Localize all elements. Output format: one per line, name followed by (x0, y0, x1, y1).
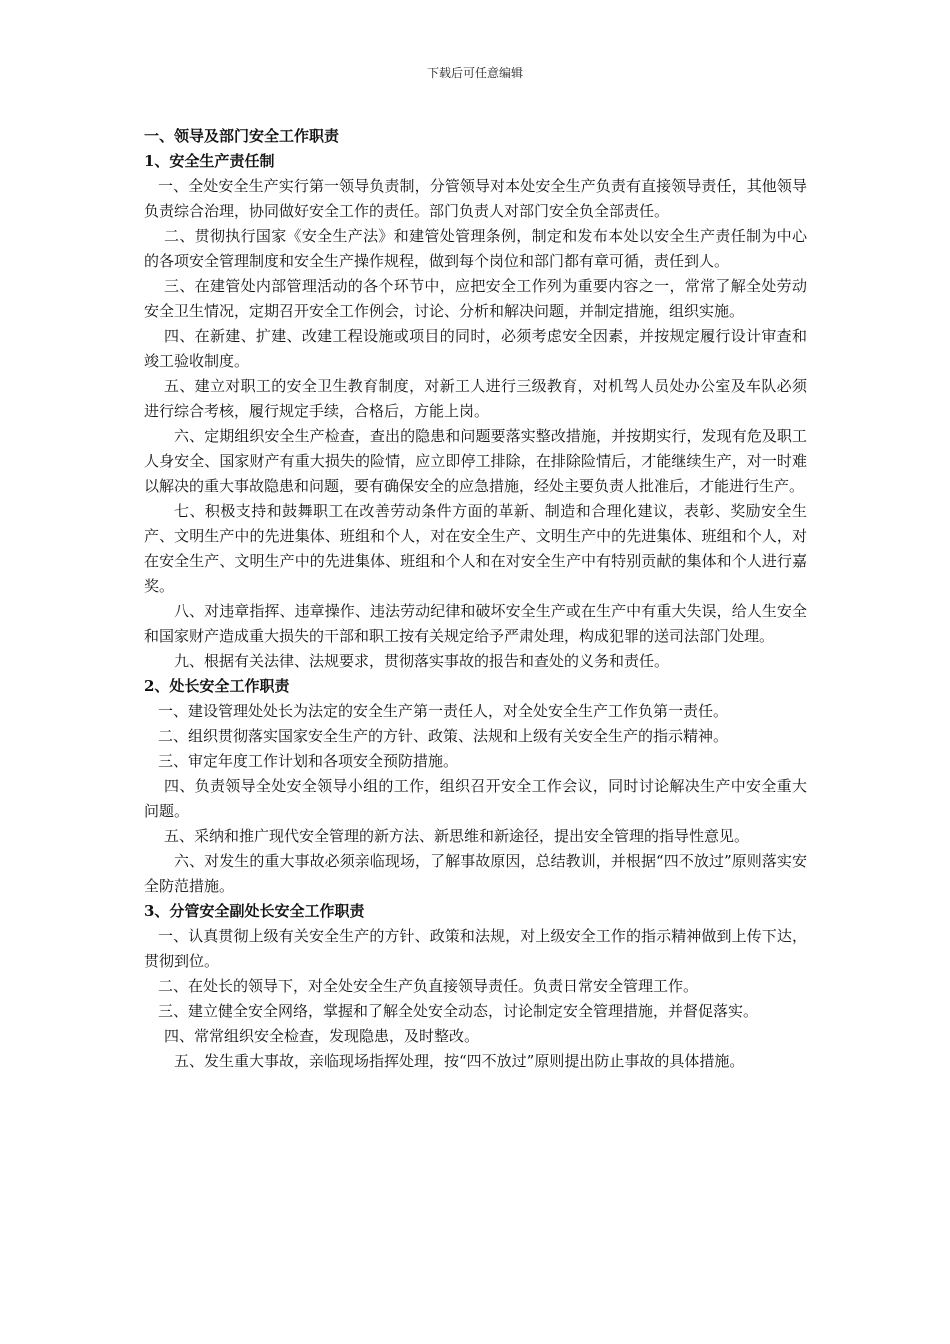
paragraph: 四、常常组织安全检查，发现隐患，及时整改。 (164, 1027, 480, 1045)
paragraph: 六、定期组织安全生产检查，查出的隐患和问题要落实整改措施，并按期实行，发现有危及职工人身安全、国家财产有重大损失的险情，应立即停工排除，在排除险情后，才能继续生产，对一时难以解决的重大事故隐患和问题，要有确保安全的应急措施，经处主要负责人批准后，才能进行生产。 (144, 427, 807, 495)
paragraph: 七、积极支持和鼓舞职工在改善劳动条件方面的革新、制造和合理化建议，表彰、奖励安全生产、文明生产中的先进集体、班组和个人，对在安全生产、文明生产中的先进集体、班组和个人，对在安全生产、文明生产中的先进集体、班组和个人和在对安全生产中有特别贡献的集体和个人进行嘉奖。 (144, 502, 807, 595)
paragraph: 五、建立对职工的安全卫生教育制度，对新工人进行三级教育，对机驾人员处办公室及车队必须进行综合考核，履行规定手续，合格后，方能上岗。 (144, 377, 807, 420)
paragraph: 九、根据有关法律、法规要求，贯彻落实事故的报告和查处的义务和责任。 (174, 652, 670, 670)
main-title: 一、领导及部门安全工作职责 (144, 127, 340, 145)
section-heading: 2、处长安全工作职责 (144, 677, 290, 695)
paragraph: 五、发生重大事故，亲临现场指挥处理，按“四不放过”原则提出防止事故的具体措施。 (174, 1052, 745, 1070)
paragraph: 五、采纳和推广现代安全管理的新方法、新思维和新途径，提出安全管理的指导性意见。 (164, 827, 750, 845)
paragraph: 三、建立健全安全网络，掌握和了解全处安全动态，讨论制定安全管理措施，并督促落实。 (158, 1002, 759, 1020)
paragraph: 一、建设管理处处长为法定的安全生产第一责任人，对全处安全生产工作负第一责任。 (158, 702, 729, 720)
paragraph: 四、负责领导全处安全领导小组的工作，组织召开安全工作会议，同时讨论解决生产中安全重大问题。 (144, 777, 807, 820)
paragraph: 六、对发生的重大事故必须亲临现场，了解事故原因，总结教训，并根据“四不放过”原则落实安全防范措施。 (144, 852, 807, 895)
paragraph: 三、在建管处内部管理活动的各个环节中，应把安全工作列为重要内容之一，常常了解全处劳动安全卫生情况，定期召开安全工作例会，讨论、分析和解决问题，并制定措施，组织实施。 (144, 277, 807, 320)
section-heading: 1、安全生产责任制 (144, 152, 275, 170)
paragraph: 一、认真贯彻上级有关安全生产的方针、政策和法规，对上级安全工作的指示精神做到上传下达，贯彻到位。 (144, 927, 807, 970)
paragraph: 一、全处安全生产实行第一领导负责制，分管领导对本处安全生产负责有直接领导责任，其他领导负责综合治理，协同做好安全工作的责任。部门负责人对部门安全负全部责任。 (144, 177, 807, 220)
paragraph: 三、审定年度工作计划和各项安全预防措施。 (158, 752, 459, 770)
paragraph: 二、贯彻执行国家《安全生产法》和建管处管理条例，制定和发布本处以安全生产责任制为中心的各项安全管理制度和安全生产操作规程，做到每个岗位和部门都有章可循，责任到人。 (144, 227, 807, 270)
section-heading: 3、分管安全副处长安全工作职责 (144, 902, 365, 920)
paragraph: 二、在处长的领导下，对全处安全生产负直接领导责任。负责日常安全管理工作。 (158, 977, 699, 995)
paragraph: 八、对违章指挥、违章操作、违法劳动纪律和破坏安全生产或在生产中有重大失误，给人生安全和国家财产造成重大损失的干部和职工按有关规定给予严肃处理，构成犯罪的送司法部门处理。 (144, 602, 807, 645)
document-body (144, 124, 807, 1074)
paragraph: 二、组织贯彻落实国家安全生产的方针、政策、法规和上级有关安全生产的指示精神。 (158, 727, 729, 745)
paragraph: 四、在新建、扩建、改建工程设施或项目的同时，必须考虑安全因素，并按规定履行设计审查和竣工验收制度。 (144, 327, 807, 370)
page-header-note: 下载后可任意编辑 (426, 66, 523, 80)
